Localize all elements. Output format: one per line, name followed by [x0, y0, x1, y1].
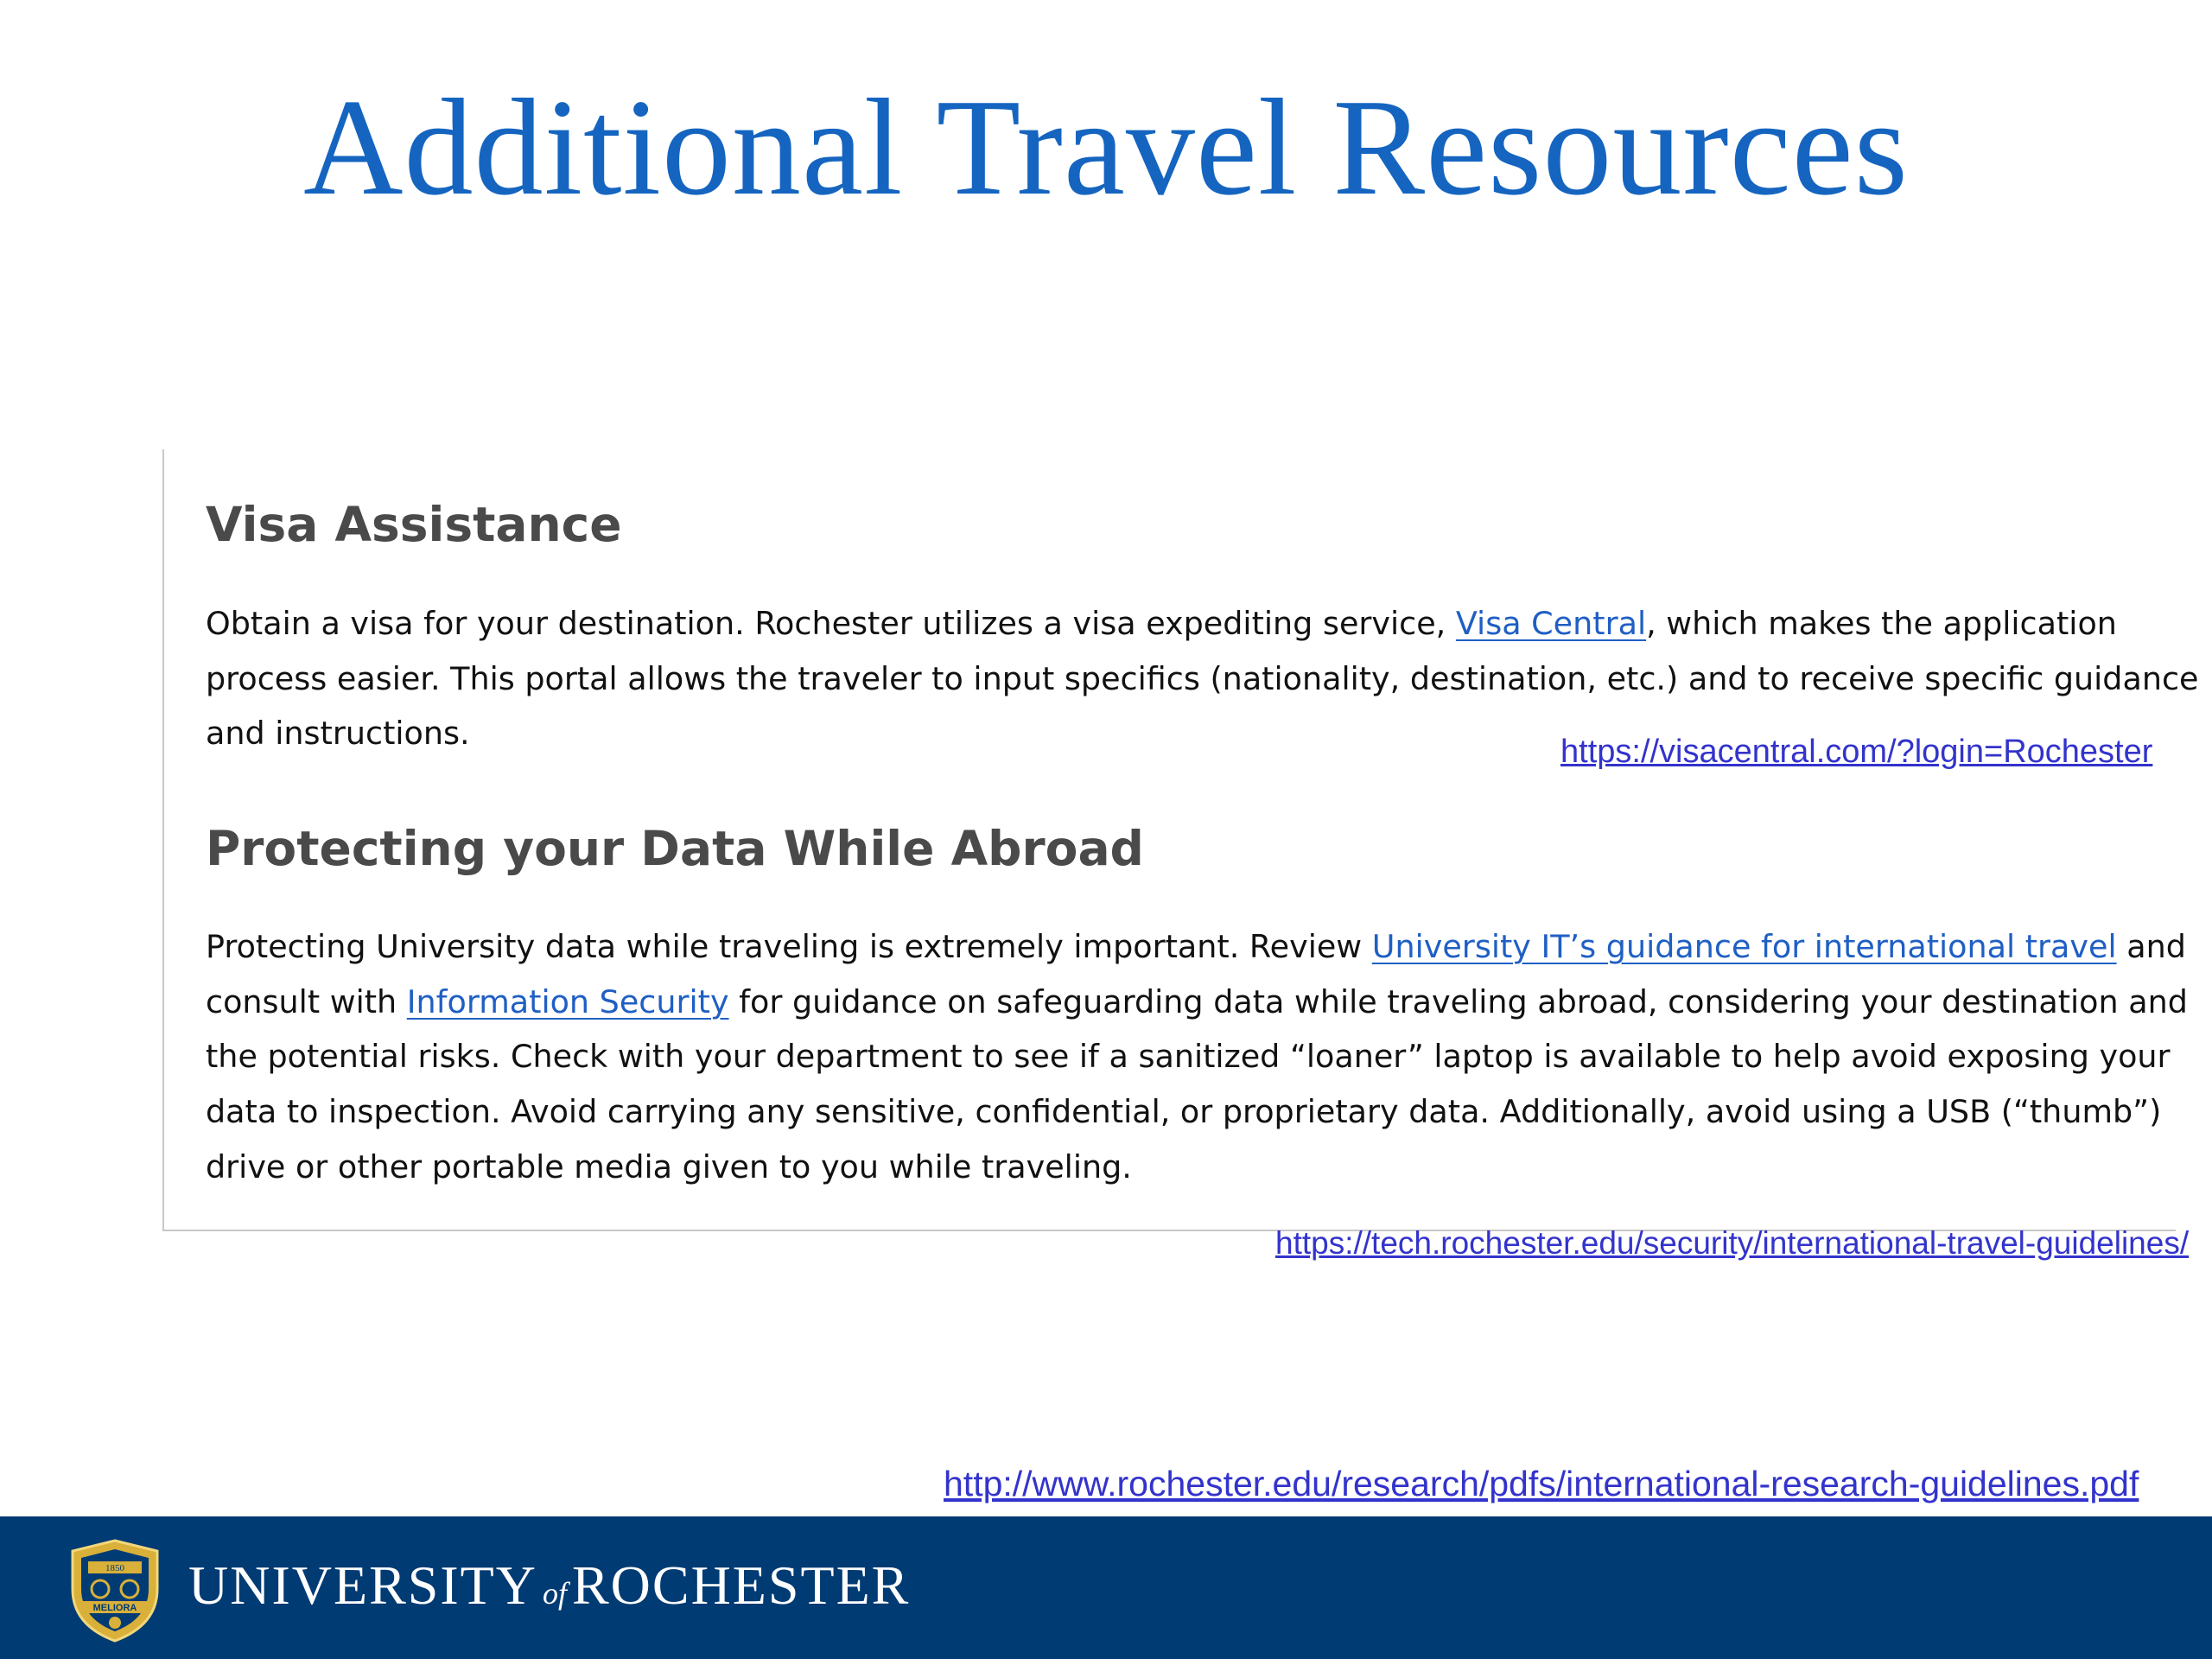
- data-protection-paragraph: [206, 919, 2210, 1195]
- visa-assistance-heading: Visa Assistance: [206, 497, 622, 552]
- data-protection-text-3: for guidance on safeguarding data while traveling abroad, considering your destination and the potential risks. Check with your department to see if a sanitized “loaner” laptop is available to help avoid exposing your data to inspection. Avoid carrying any sensitive, confidential, or proprietary data. Additionally, avoid using a USB (“thumb”) drive or other portable media given to you while traveling.: [206, 982, 2188, 1185]
- visa-central-url-link[interactable]: https://visacentral.com/?login=Rochester: [1560, 734, 2153, 770]
- visa-central-link[interactable]: Visa Central: [1455, 605, 1647, 642]
- data-protection-text-2: and consult with: [206, 928, 2186, 1020]
- visa-text-before-link: Obtain a visa for your destination. Rochester utilizes a visa expediting service,: [206, 605, 1456, 642]
- university-seal-icon: [60, 1535, 169, 1644]
- information-security-link[interactable]: Information Security: [406, 982, 729, 1020]
- travel-guidelines-url-link[interactable]: https://tech.rochester.edu/security/international-travel-guidelines/: [1275, 1225, 2190, 1261]
- seal-year: 1850: [105, 1563, 124, 1573]
- wordmark-university: UNIVERSITY: [188, 1554, 537, 1616]
- visa-text-after-link: , which makes the application process easier. This portal allows the traveler to input specifics (nationality, destination, etc.) and to receive specific guidance and instructions.: [206, 605, 2199, 753]
- wordmark-of: of: [542, 1576, 567, 1611]
- university-it-guidance-link[interactable]: University IT’s guidance for international travel: [1371, 928, 2117, 965]
- footer-bar: [0, 1516, 2212, 1659]
- university-wordmark: [188, 1551, 910, 1628]
- data-protection-text-1: Protecting University data while traveling is extremely important. Review: [206, 928, 1372, 965]
- document-excerpt: [162, 449, 2199, 1231]
- slide-title: Additional Travel Resources: [303, 70, 1909, 224]
- data-protection-heading: Protecting your Data While Abroad: [206, 821, 1144, 876]
- wordmark-rochester: ROCHESTER: [571, 1554, 911, 1616]
- research-guidelines-pdf-link[interactable]: http://www.rochester.edu/research/pdfs/international-research-guidelines.pdf: [944, 1464, 2139, 1503]
- seal-motto: MELIORA: [92, 1603, 137, 1613]
